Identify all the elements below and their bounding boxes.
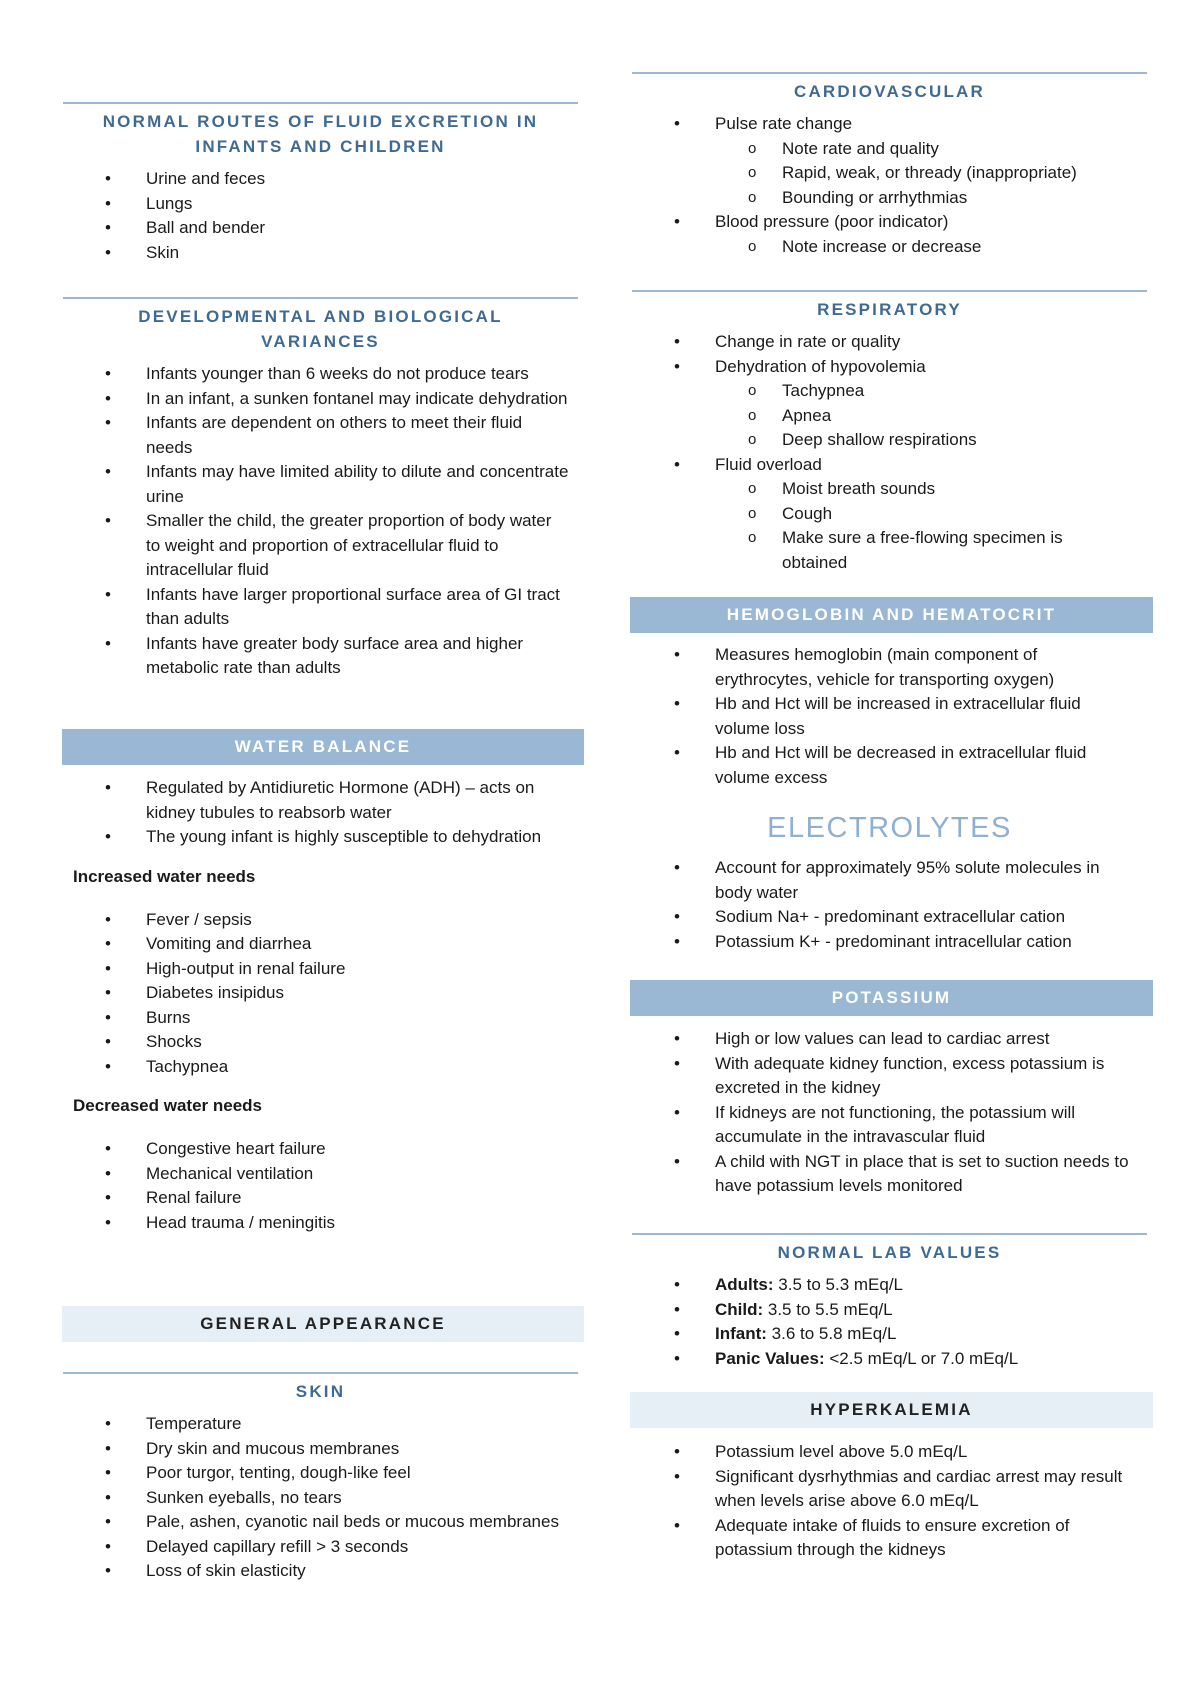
list-item: • Significant dysrhythmias and cardiac arrest may result when levels arise above 6.0 mEq/L <box>632 1465 1147 1514</box>
cardiovascular-heading: CARDIOVASCULAR <box>632 72 1147 104</box>
sub-list-item: o Note rate and quality <box>632 137 1147 162</box>
list-item-text: Pulse rate change <box>715 114 853 133</box>
list-item <box>632 1347 1147 1372</box>
list-item: • Blood pressure (poor indicator) <box>632 210 1147 235</box>
sub-list-item: o Tachypnea <box>632 379 1147 404</box>
water-balance-section <box>62 729 584 765</box>
electrolytes-section <box>632 810 1147 954</box>
list-item: • Change in rate or quality <box>632 330 1147 355</box>
developmental-list <box>63 362 578 681</box>
lab-values-section <box>632 1233 1147 1371</box>
list-item: • Measures hemoglobin (main component of erythrocytes, vehicle for transporting oxygen) <box>632 643 1147 692</box>
list-item: • Account for approximately 95% solute molecules in body water <box>632 856 1147 905</box>
list-item: • Infants are dependent on others to meet their fluid needs <box>63 411 578 460</box>
respiratory-list <box>632 330 1147 379</box>
list-item: • Delayed capillary refill > 3 seconds <box>63 1535 578 1560</box>
list-item: • Smaller the child, the greater proportion of body water to weight and proportion of extracellular fluid to intracellular fluid <box>63 509 578 583</box>
lab-label: Child: <box>715 1299 764 1319</box>
list-item: • Hb and Hct will be increased in extracellular fluid volume loss <box>632 692 1147 741</box>
sub-list-item: o Cough <box>632 502 1147 527</box>
respiratory-heading: RESPIRATORY <box>632 290 1147 322</box>
list-item: • Congestive heart failure <box>63 1137 578 1162</box>
list-item: • In an infant, a sunken fontanel may indicate dehydration <box>63 387 578 412</box>
sub-list-item: o Apnea <box>632 404 1147 429</box>
list-item: • Infants have larger proportional surface area of GI tract than adults <box>63 583 578 632</box>
sub-list-item: o Moist breath sounds <box>632 477 1147 502</box>
sub-list-item: o Make sure a free-flowing specimen is obtained <box>632 526 1147 575</box>
potassium-section <box>630 980 1153 1016</box>
list-item: • Diabetes insipidus <box>63 981 578 1006</box>
lab-label: Infant: <box>715 1324 767 1343</box>
increased-water-label: Increased water needs <box>73 866 256 886</box>
list-item: • Dry skin and mucous membranes <box>63 1437 578 1462</box>
list-item: • Adequate intake of fluids to ensure excretion of potassium through the kidneys <box>632 1514 1147 1563</box>
cardiovascular-list-2 <box>632 210 1147 235</box>
list-item: • Urine and feces <box>63 167 578 192</box>
respiratory-list-2 <box>632 453 1147 478</box>
list-item: • Poor turgor, tenting, dough-like feel <box>63 1461 578 1486</box>
lab-label: Adults: <box>715 1275 774 1294</box>
potassium-list <box>632 1027 1147 1199</box>
list-item: • High-output in renal failure <box>63 957 578 982</box>
skin-heading: SKIN <box>63 1372 578 1404</box>
list-item: • If kidneys are not functioning, the potassium will accumulate in the intravascular fluid <box>632 1101 1147 1150</box>
list-item: • Infants younger than 6 weeks do not produce tears <box>63 362 578 387</box>
developmental-heading: DEVELOPMENTAL AND BIOLOGICAL VARIANCES <box>63 297 578 354</box>
list-item: • The young infant is highly susceptible to dehydration <box>63 825 578 850</box>
hemoglobin-heading: HEMOGLOBIN AND HEMATOCRIT <box>630 597 1153 633</box>
general-appearance-heading: GENERAL APPEARANCE <box>62 1306 584 1342</box>
list-item: • Lungs <box>63 192 578 217</box>
increased-water-list <box>63 908 578 1080</box>
list-item <box>632 1298 1147 1323</box>
hyperkalemia-list <box>632 1440 1147 1563</box>
potassium-heading: POTASSIUM <box>630 980 1153 1016</box>
electrolytes-heading: ELECTROLYTES <box>767 812 1012 844</box>
list-item: • Mechanical ventilation <box>63 1162 578 1187</box>
hyperkalemia-section <box>630 1392 1153 1428</box>
list-item: • Skin <box>63 241 578 266</box>
list-item <box>632 1273 1147 1298</box>
list-item: • Dehydration of hypovolemia <box>632 355 1147 380</box>
pulse-sublist <box>632 137 1147 211</box>
water-balance-list <box>63 776 578 850</box>
cardiovascular-section <box>632 72 1147 259</box>
general-appearance-section <box>62 1306 584 1342</box>
dehydration-sublist <box>632 379 1147 453</box>
routes-heading: NORMAL ROUTES OF FLUID EXCRETION IN INFANTS AND CHILDREN <box>63 102 578 159</box>
list-item: • Vomiting and diarrhea <box>63 932 578 957</box>
list-item: • Ball and bender <box>63 216 578 241</box>
routes-list <box>63 167 578 265</box>
lab-values-heading: NORMAL LAB VALUES <box>632 1233 1147 1265</box>
lab-value: 3.6 to 5.8 mEq/L <box>766 1324 897 1343</box>
sub-list-item: o Bounding or arrhythmias <box>632 186 1147 211</box>
list-item: • Head trauma / meningitis <box>63 1211 578 1236</box>
list-item: • Temperature <box>63 1412 578 1437</box>
sub-list-item: o Note increase or decrease <box>632 235 1147 260</box>
list-item: • Regulated by Antidiuretic Hormone (ADH) – acts on kidney tubules to reabsorb water <box>63 776 578 825</box>
lab-value: <2.5 mEq/L or 7.0 mEq/L <box>824 1348 1019 1368</box>
hemoglobin-list <box>632 643 1147 790</box>
list-item: • Burns <box>63 1006 578 1031</box>
list-item: • Hb and Hct will be decreased in extracellular fluid volume excess <box>632 741 1147 790</box>
decreased-water-list <box>63 1137 578 1235</box>
list-item: • Loss of skin elasticity <box>63 1559 578 1584</box>
skin-section <box>63 1372 578 1584</box>
cardiovascular-list <box>632 112 1147 137</box>
hyperkalemia-heading: HYPERKALEMIA <box>630 1392 1153 1428</box>
respiratory-section <box>632 290 1147 575</box>
decreased-water-label: Decreased water needs <box>73 1096 262 1115</box>
list-item: • Potassium K+ - predominant intracellular cation <box>632 930 1147 955</box>
list-item: • Shocks <box>63 1030 578 1055</box>
list-item: • Pale, ashen, cyanotic nail beds or mucous membranes <box>63 1510 578 1535</box>
list-item <box>632 112 1147 137</box>
list-item: • Fever / sepsis <box>63 908 578 933</box>
routes-section <box>63 102 578 265</box>
lab-value: 3.5 to 5.5 mEq/L <box>763 1299 893 1319</box>
list-item: • Infants have greater body surface area and higher metabolic rate than adults <box>63 632 578 681</box>
list-item: • A child with NGT in place that is set to suction needs to have potassium levels monitored <box>632 1150 1147 1199</box>
list-item: • Fluid overload <box>632 453 1147 478</box>
sub-list-item: o Rapid, weak, or thready (inappropriate) <box>632 161 1147 186</box>
list-item: • Potassium level above 5.0 mEq/L <box>632 1440 1147 1465</box>
water-balance-body <box>63 776 578 1235</box>
list-item <box>632 1322 1147 1347</box>
lab-value: 3.5 to 5.3 mEq/L <box>773 1275 904 1294</box>
skin-list <box>63 1412 578 1584</box>
hyperkalemia-body <box>632 1440 1147 1563</box>
lab-values-list <box>632 1273 1147 1371</box>
bp-sublist <box>632 235 1147 260</box>
sub-list-item: o Deep shallow respirations <box>632 428 1147 453</box>
potassium-body <box>632 1027 1147 1199</box>
electrolytes-list <box>632 856 1147 954</box>
list-item: • Infants may have limited ability to dilute and concentrate urine <box>63 460 578 509</box>
list-item: • With adequate kidney function, excess potassium is excreted in the kidney <box>632 1052 1147 1101</box>
list-item: • Renal failure <box>63 1186 578 1211</box>
list-item: • Tachypnea <box>63 1055 578 1080</box>
list-item: • Sunken eyeballs, no tears <box>63 1486 578 1511</box>
hemoglobin-section <box>630 597 1153 633</box>
list-item: • High or low values can lead to cardiac arrest <box>632 1027 1147 1052</box>
developmental-section <box>63 297 578 681</box>
fluid-overload-sublist <box>632 477 1147 575</box>
lab-label: Panic Values: <box>715 1348 825 1368</box>
list-item: • Sodium Na+ - predominant extracellular cation <box>632 905 1147 930</box>
hemoglobin-body <box>632 643 1147 790</box>
water-balance-heading: WATER BALANCE <box>62 729 584 765</box>
